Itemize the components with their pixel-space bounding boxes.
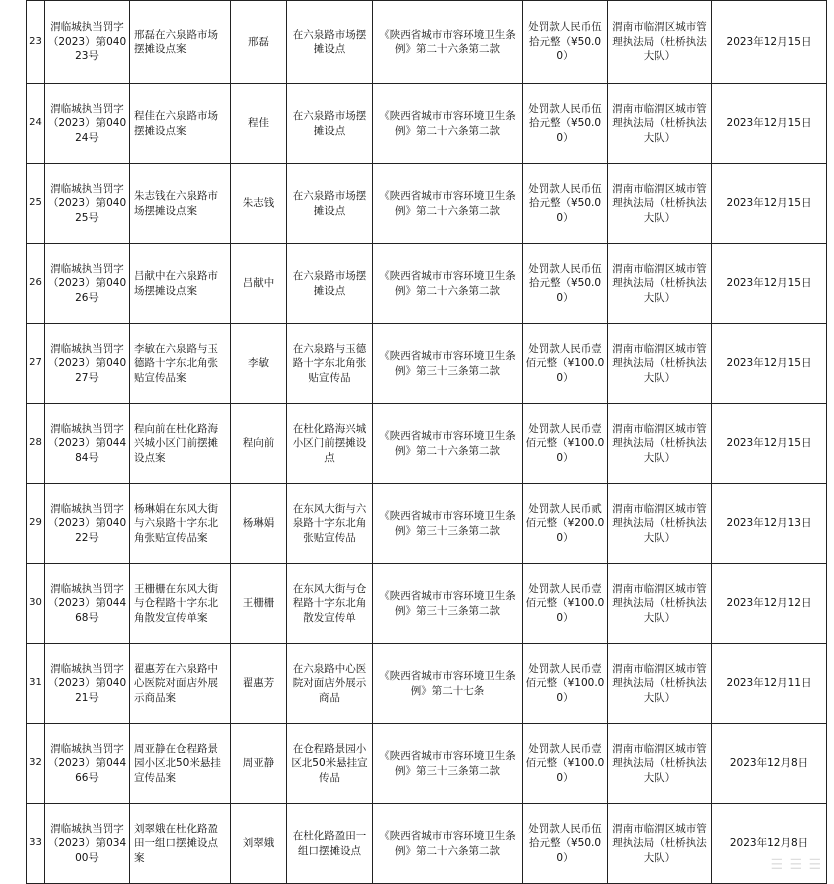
decision-date-cell: 2023年12月12日 bbox=[712, 564, 827, 644]
table-row bbox=[27, 164, 827, 244]
case-name-cell: 王栅栅在东风大街与仓程路十字东北角散发宣传单案 bbox=[130, 564, 231, 644]
decision-date-cell: 2023年12月15日 bbox=[712, 324, 827, 404]
document-number-cell: 渭临城执当罚字（2023）第04021号 bbox=[45, 644, 130, 724]
violation-fact-cell: 在东风大街与六泉路十字东北角张贴宣传品 bbox=[287, 484, 373, 564]
authority-cell: 渭南市临渭区城市管理执法局（杜桥执法大队） bbox=[608, 484, 712, 564]
document-number-cell: 渭临城执当罚字（2023）第04022号 bbox=[45, 484, 130, 564]
party-name-cell: 程佳 bbox=[231, 84, 287, 164]
table-row bbox=[27, 84, 827, 164]
document-number-cell: 渭临城执当罚字（2023）第04468号 bbox=[45, 564, 130, 644]
table-row bbox=[27, 644, 827, 724]
party-name-cell: 周亚静 bbox=[231, 724, 287, 804]
case-name-cell: 程向前在杜化路海兴城小区门前摆摊设点案 bbox=[130, 404, 231, 484]
penalty-cell: 处罚款人民币伍拾元整（¥50.00） bbox=[523, 244, 608, 324]
document-number-cell: 渭临城执当罚字（2023）第04027号 bbox=[45, 324, 130, 404]
party-name-cell: 朱志钱 bbox=[231, 164, 287, 244]
row-index: 26 bbox=[27, 244, 45, 324]
decision-date-cell: 2023年12月11日 bbox=[712, 644, 827, 724]
violation-fact-cell: 在六泉路市场摆摊设点 bbox=[287, 1, 373, 84]
case-name-cell: 刘翠娥在杜化路盈田一组口摆摊设点案 bbox=[130, 804, 231, 884]
row-index: 23 bbox=[27, 1, 45, 84]
authority-cell: 渭南市临渭区城市管理执法局（杜桥执法大队） bbox=[608, 244, 712, 324]
row-index: 24 bbox=[27, 84, 45, 164]
decision-date-cell: 2023年12月8日 bbox=[712, 804, 827, 884]
decision-date-cell: 2023年12月8日 bbox=[712, 724, 827, 804]
table-row bbox=[27, 724, 827, 804]
case-name-cell: 杨琳娟在东风大街与六泉路十字东北角张贴宣传品案 bbox=[130, 484, 231, 564]
party-name-cell: 翟惠芳 bbox=[231, 644, 287, 724]
document-number-cell: 渭临城执当罚字（2023）第04466号 bbox=[45, 724, 130, 804]
party-name-cell: 刘翠娥 bbox=[231, 804, 287, 884]
authority-cell: 渭南市临渭区城市管理执法局（杜桥执法大队） bbox=[608, 564, 712, 644]
case-name-cell: 邢磊在六泉路市场摆摊设点案 bbox=[130, 1, 231, 84]
corner-watermark: ☰ ☰ ☰ bbox=[770, 857, 822, 873]
party-name-cell: 程向前 bbox=[231, 404, 287, 484]
row-index: 32 bbox=[27, 724, 45, 804]
violation-fact-cell: 在六泉路市场摆摊设点 bbox=[287, 84, 373, 164]
authority-cell: 渭南市临渭区城市管理执法局（杜桥执法大队） bbox=[608, 164, 712, 244]
party-name-cell: 杨琳娟 bbox=[231, 484, 287, 564]
violation-fact-cell: 在六泉路市场摆摊设点 bbox=[287, 244, 373, 324]
table-body bbox=[27, 1, 827, 884]
row-index: 31 bbox=[27, 644, 45, 724]
legal-basis-cell: 《陕西省城市市容环境卫生条例》第二十六条第二款 bbox=[373, 84, 523, 164]
penalty-cell: 处罚款人民币伍拾元整（¥50.00） bbox=[523, 1, 608, 84]
party-name-cell: 李敏 bbox=[231, 324, 287, 404]
document-number-cell: 渭临城执当罚字（2023）第04024号 bbox=[45, 84, 130, 164]
case-name-cell: 吕献中在六泉路市场摆摊设点案 bbox=[130, 244, 231, 324]
penalty-cell: 处罚款人民币伍拾元整（¥50.00） bbox=[523, 804, 608, 884]
legal-basis-cell: 《陕西省城市市容环境卫生条例》第二十六条第二款 bbox=[373, 1, 523, 84]
row-index: 25 bbox=[27, 164, 45, 244]
table-row bbox=[27, 484, 827, 564]
violation-fact-cell: 在仓程路景园小区北50米悬挂宣传品 bbox=[287, 724, 373, 804]
decision-date-cell: 2023年12月15日 bbox=[712, 164, 827, 244]
legal-basis-cell: 《陕西省城市市容环境卫生条例》第三十三条第二款 bbox=[373, 564, 523, 644]
decision-date-cell: 2023年12月15日 bbox=[712, 84, 827, 164]
party-name-cell: 王栅栅 bbox=[231, 564, 287, 644]
penalty-cell: 处罚款人民币壹佰元整（¥100.00） bbox=[523, 644, 608, 724]
case-name-cell: 朱志钱在六泉路市场摆摊设点案 bbox=[130, 164, 231, 244]
document-number-cell: 渭临城执当罚字（2023）第04023号 bbox=[45, 1, 130, 84]
authority-cell: 渭南市临渭区城市管理执法局（杜桥执法大队） bbox=[608, 724, 712, 804]
authority-cell: 渭南市临渭区城市管理执法局（杜桥执法大队） bbox=[608, 324, 712, 404]
legal-basis-cell: 《陕西省城市市容环境卫生条例》第三十三条第二款 bbox=[373, 324, 523, 404]
case-name-cell: 翟惠芳在六泉路中心医院对面店外展示商品案 bbox=[130, 644, 231, 724]
party-name-cell: 吕献中 bbox=[231, 244, 287, 324]
decision-date-cell: 2023年12月15日 bbox=[712, 1, 827, 84]
penalty-table bbox=[26, 0, 827, 884]
case-name-cell: 李敏在六泉路与玉德路十字东北角张贴宣传品案 bbox=[130, 324, 231, 404]
table-row bbox=[27, 804, 827, 884]
authority-cell: 渭南市临渭区城市管理执法局（杜桥执法大队） bbox=[608, 84, 712, 164]
decision-date-cell: 2023年12月15日 bbox=[712, 244, 827, 324]
table-row bbox=[27, 564, 827, 644]
legal-basis-cell: 《陕西省城市市容环境卫生条例》第二十六条第二款 bbox=[373, 244, 523, 324]
legal-basis-cell: 《陕西省城市市容环境卫生条例》第二十六条第二款 bbox=[373, 804, 523, 884]
violation-fact-cell: 在六泉路与玉德路十字东北角张贴宣传品 bbox=[287, 324, 373, 404]
document-number-cell: 渭临城执当罚字（2023）第03400号 bbox=[45, 804, 130, 884]
table-row bbox=[27, 324, 827, 404]
table-row bbox=[27, 404, 827, 484]
case-name-cell: 周亚静在仓程路景园小区北50米悬挂宣传品案 bbox=[130, 724, 231, 804]
table-row bbox=[27, 244, 827, 324]
penalty-cell: 处罚款人民币壹佰元整（¥100.00） bbox=[523, 324, 608, 404]
row-index: 27 bbox=[27, 324, 45, 404]
penalty-cell: 处罚款人民币伍拾元整（¥50.00） bbox=[523, 164, 608, 244]
legal-basis-cell: 《陕西省城市市容环境卫生条例》第二十六条第二款 bbox=[373, 164, 523, 244]
penalty-cell: 处罚款人民币壹佰元整（¥100.00） bbox=[523, 564, 608, 644]
decision-date-cell: 2023年12月15日 bbox=[712, 404, 827, 484]
penalty-cell: 处罚款人民币贰佰元整（¥200.00） bbox=[523, 484, 608, 564]
legal-basis-cell: 《陕西省城市市容环境卫生条例》第三十三条第二款 bbox=[373, 724, 523, 804]
violation-fact-cell: 在杜化路盈田一组口摆摊设点 bbox=[287, 804, 373, 884]
violation-fact-cell: 在杜化路海兴城小区门前摆摊设点 bbox=[287, 404, 373, 484]
authority-cell: 渭南市临渭区城市管理执法局（杜桥执法大队） bbox=[608, 804, 712, 884]
legal-basis-cell: 《陕西省城市市容环境卫生条例》第三十三条第二款 bbox=[373, 484, 523, 564]
row-index: 30 bbox=[27, 564, 45, 644]
row-index: 29 bbox=[27, 484, 45, 564]
violation-fact-cell: 在六泉路市场摆摊设点 bbox=[287, 164, 373, 244]
penalty-cell: 处罚款人民币壹佰元整（¥100.00） bbox=[523, 404, 608, 484]
penalty-cell: 处罚款人民币伍拾元整（¥50.00） bbox=[523, 84, 608, 164]
document-number-cell: 渭临城执当罚字（2023）第04026号 bbox=[45, 244, 130, 324]
table-row bbox=[27, 1, 827, 84]
penalty-cell: 处罚款人民币壹佰元整（¥100.00） bbox=[523, 724, 608, 804]
case-name-cell: 程佳在六泉路市场摆摊设点案 bbox=[130, 84, 231, 164]
authority-cell: 渭南市临渭区城市管理执法局（杜桥执法大队） bbox=[608, 404, 712, 484]
violation-fact-cell: 在六泉路中心医院对面店外展示商品 bbox=[287, 644, 373, 724]
row-index: 28 bbox=[27, 404, 45, 484]
document-number-cell: 渭临城执当罚字（2023）第04484号 bbox=[45, 404, 130, 484]
authority-cell: 渭南市临渭区城市管理执法局（杜桥执法大队） bbox=[608, 1, 712, 84]
legal-basis-cell: 《陕西省城市市容环境卫生条例》第二十六条第二款 bbox=[373, 404, 523, 484]
legal-basis-cell: 《陕西省城市市容环境卫生条例》第二十七条 bbox=[373, 644, 523, 724]
row-index: 33 bbox=[27, 804, 45, 884]
decision-date-cell: 2023年12月13日 bbox=[712, 484, 827, 564]
authority-cell: 渭南市临渭区城市管理执法局（杜桥执法大队） bbox=[608, 644, 712, 724]
party-name-cell: 邢磊 bbox=[231, 1, 287, 84]
document-number-cell: 渭临城执当罚字（2023）第04025号 bbox=[45, 164, 130, 244]
violation-fact-cell: 在东风大街与仓程路十字东北角散发宣传单 bbox=[287, 564, 373, 644]
